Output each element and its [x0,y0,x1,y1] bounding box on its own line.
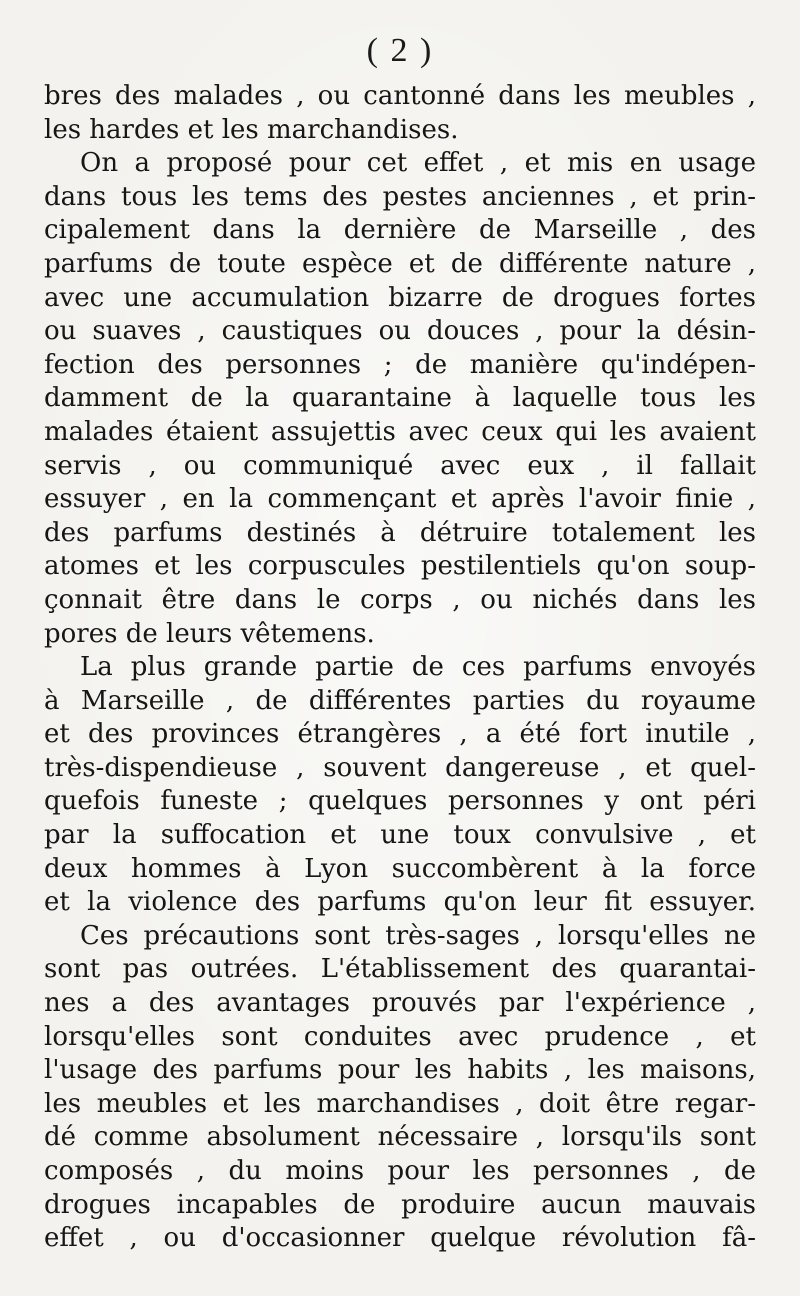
text-line: par la suffocation et une toux convulsive , et [44,820,756,851]
text-line: damment de la quarantaine à laquelle tous les [44,383,756,414]
text-line: çonnait être dans le corps , ou nichés dans les [44,584,756,615]
text-line: nes a des avantages prouvés par l'expérience , [44,988,756,1019]
text-line: composés , du moins pour les personnes , de [44,1156,756,1186]
body-text [44,80,756,1256]
text-line: les meubles et les marchandises , doit être regar- [44,1088,756,1119]
page-number: ( 2 ) [366,32,434,69]
text-line: On a proposé pour cet effet , et mis en usage [80,148,756,179]
text-line: avec une accumulation bizarre de drogues fortes [44,282,756,313]
text-line: Ces précautions sont très-sages , lorsqu'elles ne [80,920,756,951]
text-line: effet , ou d'occasionner quelque révolution fâ- [44,1223,756,1254]
text-line: l'usage des parfums pour les habits , les maisons, [44,1055,756,1086]
text-line: La plus grande partie de ces parfums envoyés [80,652,756,683]
text-line: cipalement dans la dernière de Marseille , des [44,215,756,246]
text-line: dans tous les tems des pestes anciennes , et prin- [44,181,756,212]
text-line: quefois funeste ; quelques personnes y ont péri [44,786,756,817]
text-line: à Marseille , de différentes parties du royaume [44,685,756,716]
text-line: lorsqu'elles sont conduites avec prudence , et [44,1021,756,1052]
text-line: et la violence des parfums qu'on leur fit essuyer. [44,887,756,918]
text-line: malades étaient assujettis avec ceux qui les avaient [44,416,756,447]
text-line: les hardes et les marchandises. [44,114,459,145]
text-line: fection des personnes ; de manière qu'indépen- [44,349,756,380]
text-line: très-dispendieuse , souvent dangereuse , et quel- [44,752,756,783]
text-line: bres des malades , ou cantonné dans les meubles , [44,81,756,111]
text-line: sont pas outrées. L'établissement des quarantai- [44,954,756,985]
text-line: servis , ou communiqué avec eux , il fallait [44,450,756,481]
text-line: drogues incapables de produire aucun mauvais [44,1189,756,1220]
text-line: des parfums destinés à détruire totalement les [44,517,756,548]
text-line: dé comme absolument nécessaire , lorsqu'ils sont [44,1122,756,1153]
text-line: atomes et les corpuscules pestilentiels qu'on soup- [44,551,756,582]
text-line: parfums de toute espèce et de différente nature , [44,248,756,279]
text-line: ou suaves , caustiques ou douces , pour la désin- [44,316,756,347]
text-line: pores de leurs vêtemens. [44,618,375,649]
text-line: deux hommes à Lyon succombèrent à la force [44,853,756,884]
text-line: essuyer , en la commençant et après l'avoir finie , [44,484,756,515]
text-line: et des provinces étrangères , a été fort inutile , [44,719,756,750]
